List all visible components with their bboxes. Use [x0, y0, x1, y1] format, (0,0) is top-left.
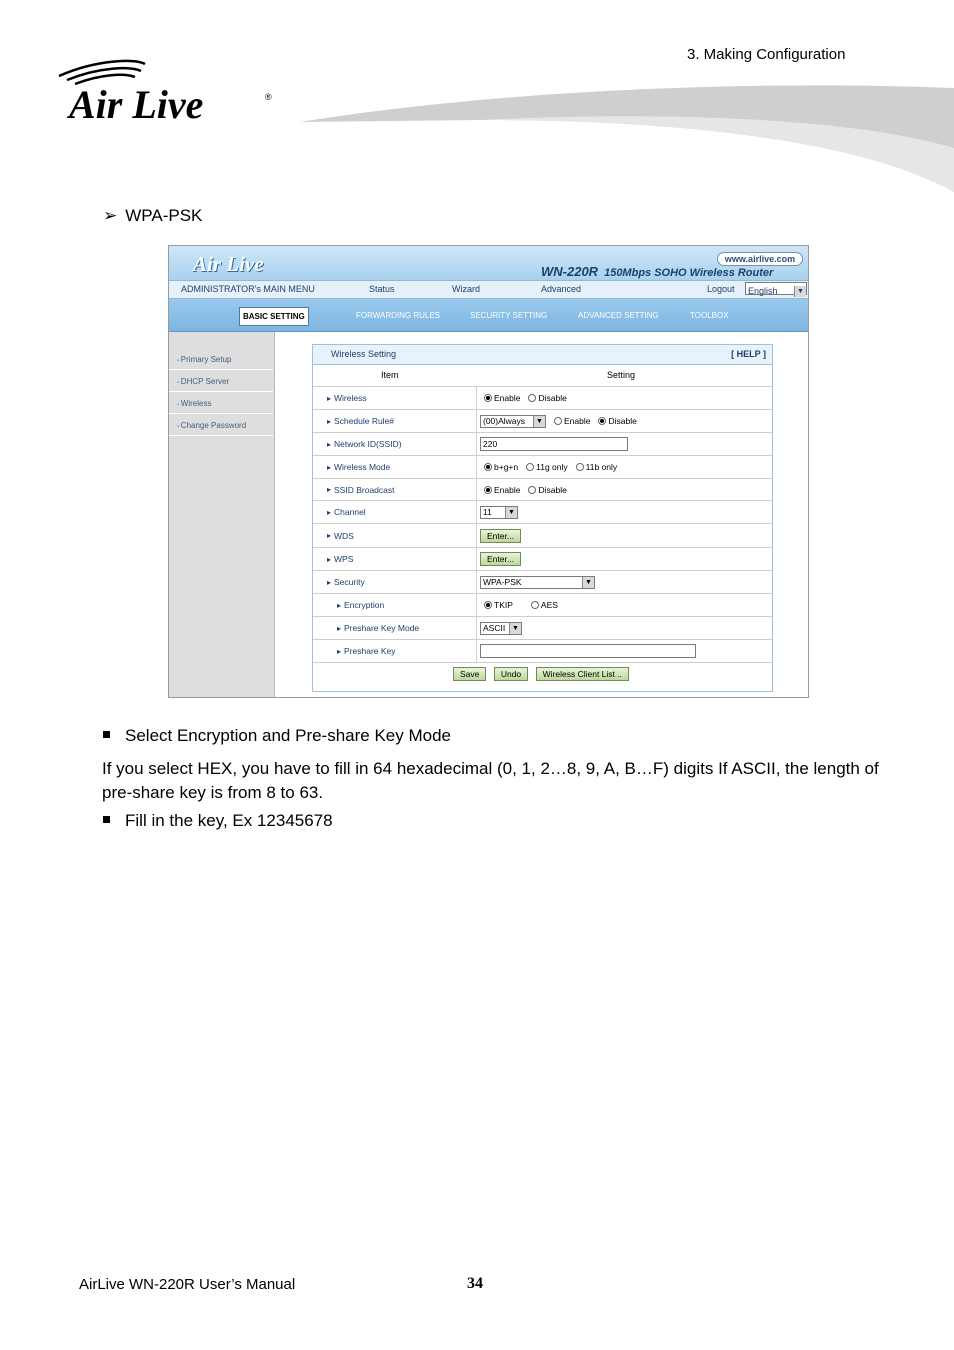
language-value: English — [748, 286, 778, 296]
radio-schedule-enable[interactable] — [554, 417, 562, 425]
svg-text:®: ® — [265, 92, 272, 102]
model-name: WN-220R — [541, 264, 599, 279]
option-label: b+g+n — [494, 462, 519, 472]
key-mode-select[interactable] — [480, 622, 522, 635]
option-label: Enable — [564, 416, 591, 426]
help-link[interactable]: [ HELP ] — [731, 349, 766, 359]
option-label: Disable — [538, 393, 567, 403]
menu-logout[interactable]: Logout — [707, 284, 735, 294]
section-heading-text: WPA-PSK — [125, 206, 203, 225]
row-setting — [476, 479, 772, 500]
select-value: (00)Always — [483, 415, 526, 426]
option-label: TKIP — [494, 600, 513, 610]
row-encryption — [313, 594, 772, 617]
top-menu — [169, 280, 808, 299]
preshare-key-input[interactable] — [480, 644, 696, 658]
schedule-select[interactable] — [480, 415, 546, 428]
option-label: Disable — [538, 484, 567, 495]
row-label: ▸ Encryption — [337, 594, 384, 616]
router-model — [541, 264, 773, 279]
row-schedule — [313, 410, 772, 433]
square-bullet-icon — [103, 731, 110, 738]
wireless-setting-panel — [312, 344, 773, 692]
row-label: ▸ Preshare Key Mode — [337, 617, 419, 639]
wps-enter-button[interactable]: Enter... — [480, 552, 521, 566]
row-label: ▸ SSID Broadcast — [327, 479, 395, 500]
bullet-text: Fill in the key, Ex 12345678 — [125, 811, 333, 830]
model-description: 150Mbps SOHO Wireless Router — [604, 267, 774, 279]
col-item: Item — [381, 370, 399, 380]
chevron-down-icon: ▼ — [582, 577, 594, 588]
bullet-text: Select Encryption and Pre-share Key Mode — [125, 726, 452, 745]
page-number: 34 — [467, 1275, 483, 1292]
menu-main[interactable]: ADMINISTRATOR's MAIN MENU — [181, 284, 315, 294]
row-label: ▸ WDS — [327, 524, 354, 547]
footer-manual-title: AirLive WN-220R User’s Manual — [79, 1276, 296, 1293]
row-label: ▸ Security — [327, 571, 365, 593]
row-label: ▸ Wireless — [327, 387, 367, 409]
row-setting — [476, 548, 772, 570]
chevron-down-icon: ▼ — [509, 623, 521, 634]
row-setting — [476, 640, 772, 662]
bullet-item — [103, 811, 333, 831]
tab-basic-setting[interactable]: BASIC SETTING — [239, 307, 309, 326]
row-setting — [476, 524, 772, 547]
row-setting — [476, 433, 772, 455]
router-banner — [169, 246, 808, 280]
row-label: ▸ Preshare Key — [337, 640, 396, 662]
radio-encryption-aes[interactable] — [531, 601, 539, 609]
radio-schedule-disable[interactable] — [598, 417, 606, 425]
row-setting — [476, 387, 772, 409]
option-label: 11g only — [536, 462, 568, 472]
row-setting — [476, 501, 772, 523]
select-value: ASCII — [483, 622, 506, 633]
save-button[interactable]: Save — [453, 667, 486, 681]
row-label: ▸ Network ID(SSID) — [327, 433, 402, 455]
row-channel — [313, 501, 772, 524]
radio-encryption-tkip[interactable] — [484, 601, 492, 609]
column-header — [313, 364, 772, 387]
sidebar-item-wireless[interactable]: ▪ Wireless — [169, 394, 273, 414]
router-config-screenshot — [168, 245, 809, 698]
row-wireless — [313, 387, 772, 410]
wireless-client-list-button[interactable]: Wireless Client List .. — [536, 667, 629, 681]
select-value: WPA-PSK — [483, 576, 522, 587]
row-setting — [476, 594, 772, 616]
option-label: 11b only — [585, 462, 618, 472]
row-label: ▸ Schedule Rule# — [327, 410, 394, 432]
sidebar-item-primary-setup[interactable]: ▪ Primary Setup — [169, 350, 273, 370]
row-wds — [313, 524, 772, 548]
header-swoosh — [300, 80, 954, 195]
row-label: ▸ Channel — [327, 501, 366, 523]
row-setting — [476, 571, 772, 593]
option-label: Disable — [608, 416, 637, 426]
row-wps — [313, 548, 772, 571]
chevron-down-icon: ▼ — [533, 416, 545, 427]
bullet-item — [103, 726, 451, 746]
row-label: ▸ Wireless Mode — [327, 456, 390, 478]
select-value: 11 — [483, 506, 492, 517]
row-preshare-key — [313, 640, 772, 663]
tab-advanced-setting[interactable]: ADVANCED SETTING — [578, 311, 659, 320]
row-ssid-broadcast — [313, 479, 772, 501]
router-url-link[interactable]: www.airlive.com — [717, 252, 803, 266]
panel-title: Wireless Setting — [331, 349, 397, 359]
tab-security-setting[interactable]: SECURITY SETTING — [470, 311, 548, 320]
row-ssid — [313, 433, 772, 456]
language-select[interactable] — [745, 282, 807, 295]
row-security — [313, 571, 772, 594]
channel-select[interactable] — [480, 506, 518, 519]
section-heading — [103, 206, 202, 226]
airlive-logo — [55, 58, 285, 130]
sidebar-item-dhcp-server[interactable]: ▪ DHCP Server — [169, 372, 273, 392]
row-wireless-mode — [313, 456, 772, 479]
body-paragraph: If you select HEX, you have to fill in 64 hexadecimal (0, 1, 2…8, 9, A, B…F) digits If ASCII, the length of pre-share key is from 8 to 63. — [102, 759, 879, 802]
tab-bar — [169, 299, 808, 332]
chevron-down-icon: ▼ — [505, 507, 517, 518]
radio-broadcast-disable[interactable] — [528, 486, 536, 494]
panel-header — [313, 345, 772, 365]
arrow-bullet-icon: ➢ — [103, 206, 118, 225]
router-logo: Air Live — [193, 252, 264, 276]
row-setting — [476, 617, 772, 639]
tab-forwarding-rules[interactable]: FORWARDING RULES — [356, 311, 441, 320]
menu-wizard[interactable]: Wizard — [452, 284, 481, 294]
svg-text:Air Live: Air Live — [69, 82, 204, 127]
undo-button[interactable]: Undo — [494, 667, 528, 681]
chevron-down-icon: ▼ — [794, 286, 806, 297]
radio-mode-11b[interactable] — [576, 463, 584, 471]
row-setting — [476, 410, 772, 432]
radio-wireless-disable[interactable] — [528, 394, 536, 402]
row-preshare-key-mode — [313, 617, 772, 640]
square-bullet-icon — [103, 816, 110, 823]
menu-status[interactable]: Status — [369, 284, 395, 294]
radio-mode-bgn[interactable] — [484, 463, 492, 471]
menu-advanced[interactable]: Advanced — [541, 284, 582, 294]
button-bar — [313, 663, 772, 685]
radio-broadcast-enable[interactable] — [484, 486, 492, 494]
security-select[interactable] — [480, 576, 595, 589]
ssid-input[interactable]: 220 — [480, 437, 628, 451]
radio-wireless-enable[interactable] — [484, 394, 492, 402]
col-setting: Setting — [607, 370, 636, 380]
row-label: ▸ WPS — [327, 548, 353, 570]
radio-mode-11g[interactable] — [526, 463, 534, 471]
row-setting — [476, 456, 772, 478]
option-label: AES — [540, 600, 558, 610]
sidebar-item-change-password[interactable]: ▪ Change Password — [169, 416, 273, 436]
option-label: Enable — [494, 393, 521, 403]
tab-toolbox[interactable]: TOOLBOX — [690, 311, 729, 320]
chapter-header: 3. Making Configuration — [687, 46, 846, 63]
option-label: Enable — [494, 484, 521, 495]
wds-enter-button[interactable]: Enter... — [480, 529, 521, 543]
sidebar — [169, 332, 275, 698]
